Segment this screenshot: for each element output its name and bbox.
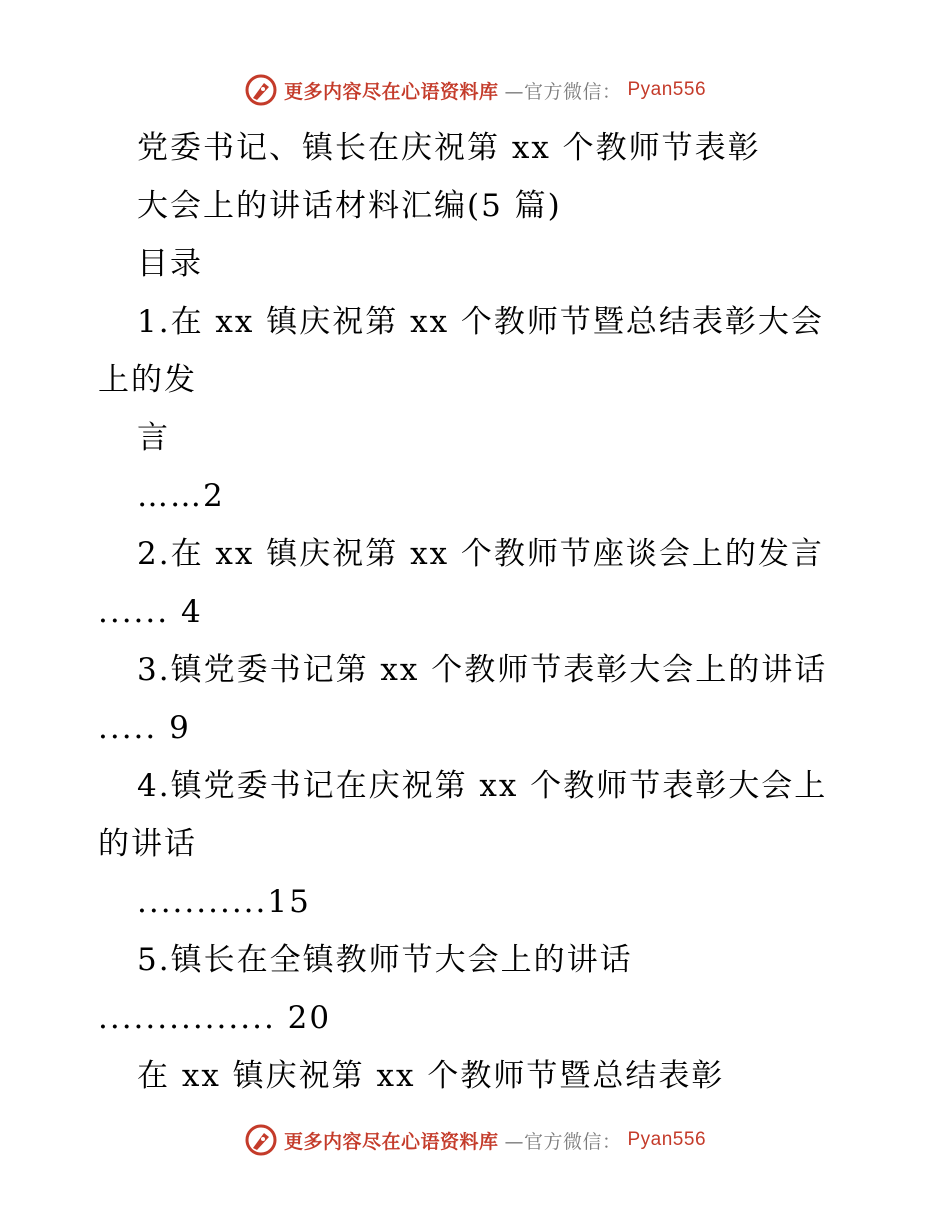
watermark-brand: 更多内容尽在心语资料库 [283, 1130, 499, 1153]
pen-nib-logo-icon [244, 73, 278, 107]
watermark-label: —官方微信： [504, 1130, 622, 1153]
section-title-start: 在 xx 镇庆祝第 xx 个教师节暨总结表彰 [137, 1058, 725, 1094]
toc-heading: 目录 [137, 246, 203, 282]
toc-item-5-page: ............... 20 [98, 1000, 332, 1036]
watermark-id: Pyan556 [627, 1129, 707, 1150]
toc-item-2: 2.在 xx 镇庆祝第 xx 个教师节座谈会上的发言 [137, 536, 824, 572]
watermark-footer [0, 1120, 950, 1160]
toc-item-1-page: ……2 [137, 478, 225, 514]
watermark-brand: 更多内容尽在心语资料库 [283, 80, 499, 103]
toc-item-1-cont-2: 言 [137, 420, 170, 456]
doc-title-line-1: 党委书记、镇长在庆祝第 xx 个教师节表彰 [137, 130, 761, 166]
watermark-label: —官方微信： [504, 80, 622, 103]
toc-item-4-cont: 的讲话 [98, 826, 197, 862]
toc-item-1-cont: 上的发 [98, 362, 197, 398]
pen-nib-logo-icon [244, 1123, 278, 1157]
doc-title-line-2: 大会上的讲话材料汇编(5 篇) [137, 188, 562, 224]
toc-item-3: 3.镇党委书记第 xx 个教师节表彰大会上的讲话 [137, 652, 828, 688]
watermark-id: Pyan556 [627, 79, 707, 100]
toc-item-5: 5.镇长在全镇教师节大会上的讲话 [137, 942, 633, 978]
watermark-header [0, 70, 950, 110]
toc-item-1: 1.在 xx 镇庆祝第 xx 个教师节暨总结表彰大会 [137, 304, 824, 340]
toc-item-2-page: ...... 4 [98, 594, 203, 630]
toc-item-3-page: ..... 9 [98, 710, 191, 746]
toc-item-4-page: ...........15 [137, 884, 311, 920]
toc-item-4: 4.镇党委书记在庆祝第 xx 个教师节表彰大会上 [137, 768, 828, 804]
